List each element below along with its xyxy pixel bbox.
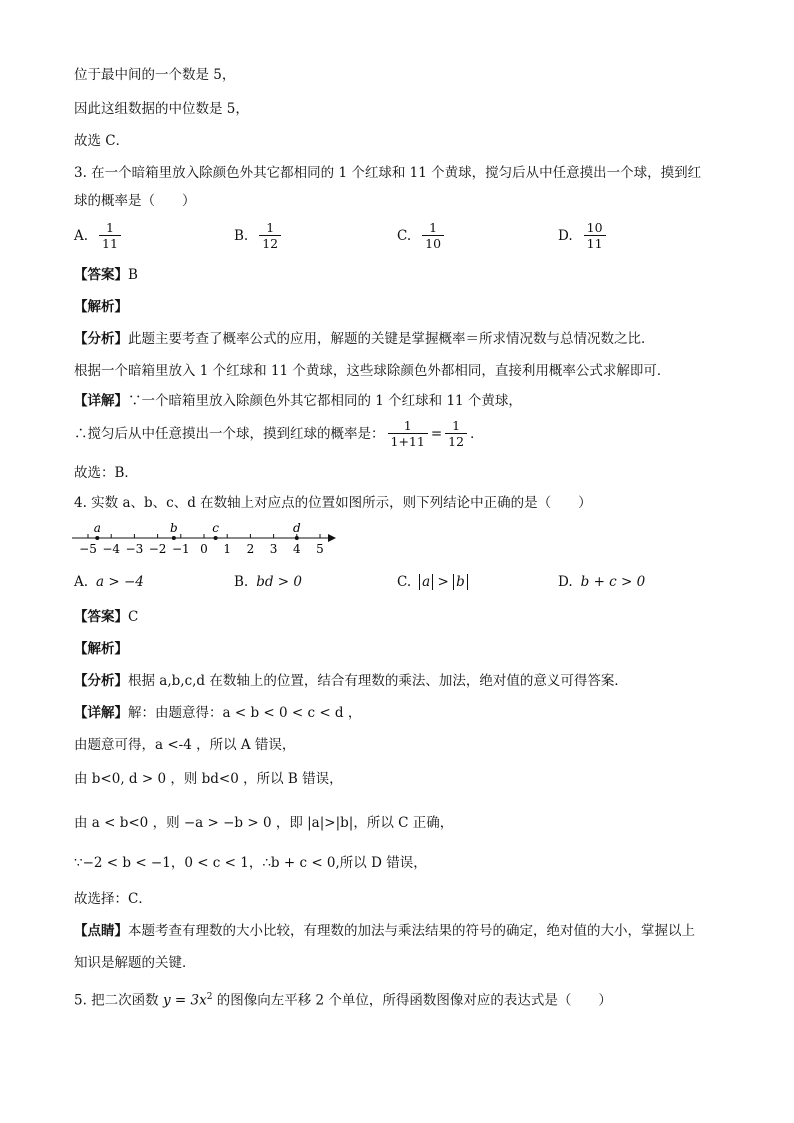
- number-line-tick-label: 3: [269, 542, 278, 556]
- number-line-tick-label: −3: [125, 542, 144, 556]
- number-line-tick-label: 2: [246, 542, 255, 556]
- q3-xiangjie: 【详解】∵一个暗箱里放入除颜色外其它都相同的 1 个红球和 11 个黄球，: [74, 393, 522, 409]
- q3-analysis-heading: 【解析】: [74, 299, 128, 315]
- q4-option-c: C. a > b: [397, 574, 468, 590]
- q4-step-4: ∵−2 < b < −1，0 < c < 1，∴b + c < 0,所以 D 错误，: [74, 855, 427, 871]
- number-line-point-label: b: [169, 521, 178, 535]
- number-line-tick-label: −5: [79, 542, 97, 556]
- q4-analysis-heading: 【解析】: [74, 641, 128, 657]
- question-3-stem-line1: 3. 在一个暗箱里放入除颜色外其它都相同的 1 个红球和 11 个黄球，搅匀后从中任意摸出一个球，摸到红: [74, 165, 702, 181]
- number-line-point-label: c: [212, 521, 219, 535]
- q4-option-d: D. b + c > 0: [558, 574, 646, 590]
- number-line-arrow: [328, 534, 336, 542]
- q4-dianjing-line2: 知识是解题的关键．: [74, 955, 196, 971]
- q4-option-b: B. bd > 0: [234, 574, 302, 590]
- text-line: 因此这组数据的中位数是 5，: [74, 101, 249, 117]
- number-line-point-label: a: [93, 521, 101, 535]
- number-line-point-b: [172, 536, 176, 540]
- number-line-point-label: d: [292, 521, 301, 535]
- q4-step-2: 由 b<0, d > 0 ，则 bd<0 ，所以 B 错误，: [74, 771, 343, 787]
- number-line-tick-label: 1: [223, 542, 232, 556]
- q4-step-1: 由题意可得，a <-4 ，所以 A 错误，: [74, 737, 296, 753]
- q4-option-a: A. a > −4: [74, 574, 144, 590]
- question-5-stem: 5. 把二次函数 $y = 3x^2$ 的图像向左平移 2 个单位，所得函数图像对应的表达式是（ ）: [74, 992, 612, 1009]
- q3-option-c: C. $\frac{1}{10}$: [397, 220, 447, 251]
- number-line-point-c: [214, 536, 218, 540]
- q3-option-d: D. $\frac{10}{11}$: [558, 220, 609, 251]
- number-line-tick-label: −1: [171, 542, 190, 556]
- question-3-stem-line2: 球的概率是（ ）: [74, 193, 196, 209]
- q4-xiangjie: 【详解】解：由题意得：a < b < 0 < c < d ，: [74, 705, 362, 721]
- number-line-tick-label: 4: [292, 542, 301, 556]
- q3-answer: 【答案】B: [74, 267, 138, 283]
- q4-fenxi: 【分析】根据 a,b,c,d 在数轴上的位置，结合有理数的乘法、加法，绝对值的意义可得答案．: [74, 673, 628, 689]
- number-line-tick-label: −4: [102, 542, 121, 556]
- text-line: 位于最中间的一个数是 5，: [74, 67, 236, 83]
- q3-fenxi: 【分析】此题主要考查了概率公式的应用，解题的关键是掌握概率＝所求情况数与总情况数之比．: [74, 331, 655, 347]
- text-line: 故选 C．: [74, 133, 130, 149]
- q3-option-b: B. $\frac{1}{12}$: [234, 220, 284, 251]
- number-line-point-a: [95, 536, 99, 540]
- number-line-tick-label: 0: [200, 542, 208, 556]
- number-line-point-d: [295, 536, 299, 540]
- q4-choose: 故选择：C．: [74, 891, 152, 907]
- question-4-stem: 4. 实数 a、b、c、d 在数轴上对应点的位置如图所示，则下列结论中正确的是（ ）: [74, 495, 592, 511]
- q3-option-a: A. $\frac{1}{11}$: [74, 220, 124, 251]
- q3-line: 根据一个暗箱里放入 1 个红球和 11 个黄球，这些球除颜色外都相同，直接利用概率公式求解即可．: [74, 363, 671, 379]
- number-line-tick-label: −2: [148, 542, 167, 556]
- q3-probability-line: ∴搅匀后从中任意摸出一个球，摸到红球的概率是： $\frac{1}{1+11}$ = $\frac{1}{12}$ ．: [74, 418, 484, 449]
- q4-answer: 【答案】C: [74, 609, 139, 625]
- q4-dianjing: 【点睛】本题考查有理数的大小比较，有理数的加法与乘法结果的符号的确定，绝对值的大小，掌握以上: [74, 923, 695, 939]
- number-line-figure: [70, 518, 340, 562]
- q4-step-3: 由 a < b<0 ，则 −a > −b > 0 ，即 |a|>|b|，所以 C 正确，: [74, 815, 454, 831]
- q3-choose: 故选：B．: [74, 465, 138, 481]
- number-line-tick-label: 5: [316, 542, 324, 556]
